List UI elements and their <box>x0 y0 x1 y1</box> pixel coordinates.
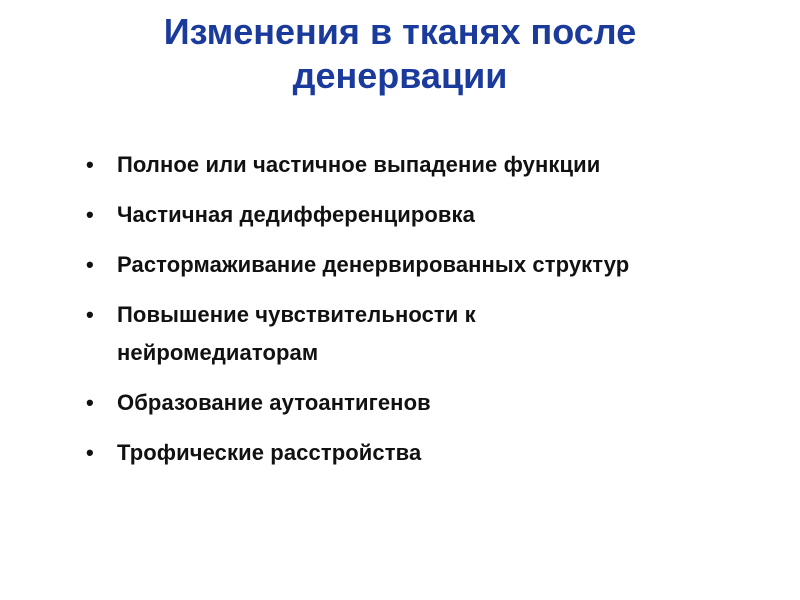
bullet-text: Повышение чувствительности к нейромедиаторам <box>117 302 476 365</box>
bullet-text: Трофические расстройства <box>117 440 422 465</box>
bullet-icon: • <box>86 302 94 327</box>
slide-title <box>0 10 800 98</box>
bullet-text: Частичная дедифференцировка <box>117 202 475 227</box>
slide-title-line-1: Изменения в тканях после <box>163 11 637 52</box>
bullet-item-autoantigens <box>86 384 726 422</box>
bullet-text: Образование аутоантигенов <box>117 390 431 415</box>
bullet-text: Полное или частичное выпадение функции <box>117 152 601 177</box>
bullet-item-sensitivity <box>86 296 587 372</box>
bullet-icon: • <box>86 152 94 177</box>
bullet-icon: • <box>86 390 94 415</box>
slide-title-line-2: денервации <box>292 55 508 96</box>
bullet-icon: • <box>86 202 94 227</box>
bullet-item-dedifferentiation <box>86 196 726 234</box>
bullet-item-disinhibition <box>86 246 637 284</box>
bullet-icon: • <box>86 440 94 465</box>
bullet-icon: • <box>86 252 94 277</box>
bullet-item-trophic <box>86 434 726 472</box>
bullet-list <box>86 146 726 484</box>
bullet-text: Растормаживание денервированных структур <box>117 252 630 277</box>
bullet-item-function-loss <box>86 146 726 184</box>
